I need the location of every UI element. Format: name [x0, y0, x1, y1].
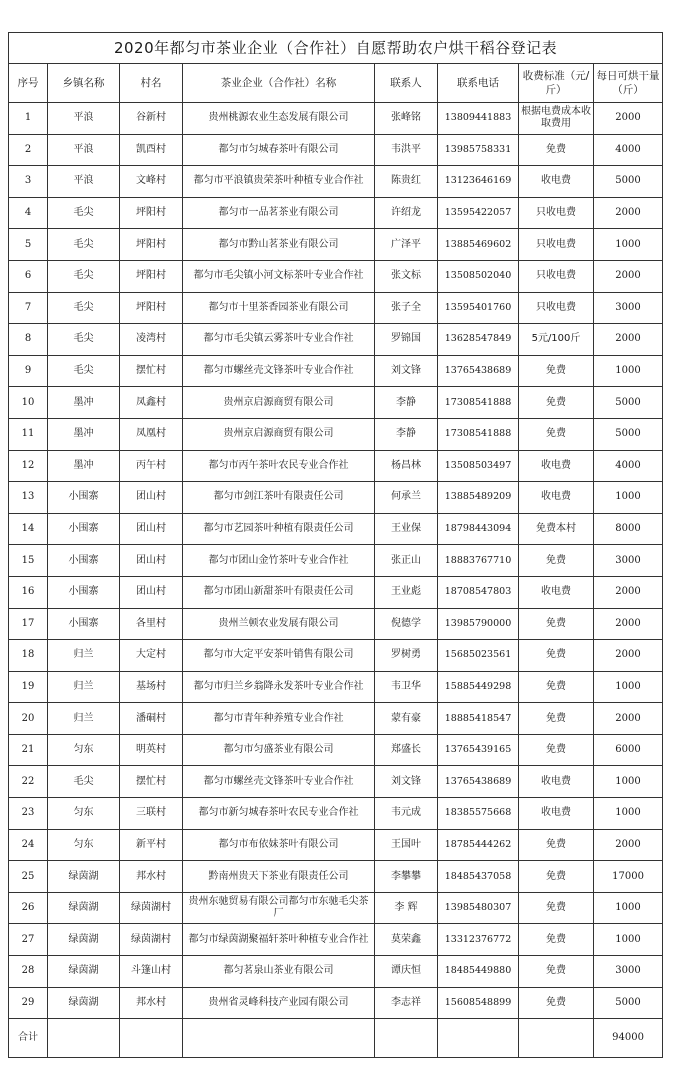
cell-contact: 王业彪 — [375, 576, 438, 608]
cell-township: 毛尖 — [48, 292, 120, 324]
table-row — [9, 576, 663, 608]
table-row — [9, 861, 663, 893]
cell-village: 各里村 — [120, 608, 183, 640]
cell-company: 都匀市艺园茶叶种植有限责任公司 — [183, 513, 375, 545]
cell-contact: 李 辉 — [375, 892, 438, 924]
cell-company: 贵州京启源商贸有限公司 — [183, 387, 375, 419]
cell-township: 归兰 — [48, 671, 120, 703]
cell-village: 摆忙村 — [120, 355, 183, 387]
cell-fee: 收电费 — [519, 766, 594, 798]
cell-township: 小围寨 — [48, 545, 120, 577]
cell-seq: 17 — [9, 608, 48, 640]
cell-village: 坪阳村 — [120, 197, 183, 229]
table-row — [9, 229, 663, 261]
cell-seq: 13 — [9, 482, 48, 514]
cell-capacity: 17000 — [594, 861, 663, 893]
total-empty-cell — [519, 1019, 594, 1058]
cell-seq: 16 — [9, 576, 48, 608]
cell-capacity: 4000 — [594, 134, 663, 166]
cell-company: 都匀市归兰乡翁降永发茶叶专业合作社 — [183, 671, 375, 703]
cell-phone: 13508503497 — [438, 450, 519, 482]
total-empty-cell — [120, 1019, 183, 1058]
cell-capacity: 3000 — [594, 545, 663, 577]
cell-phone: 18485437058 — [438, 861, 519, 893]
cell-fee: 免费 — [519, 608, 594, 640]
table-row — [9, 513, 663, 545]
cell-village: 丙午村 — [120, 450, 183, 482]
cell-contact: 刘文锋 — [375, 766, 438, 798]
cell-capacity: 2000 — [594, 103, 663, 135]
cell-seq: 7 — [9, 292, 48, 324]
cell-township: 归兰 — [48, 640, 120, 672]
header-contact: 联系人 — [375, 64, 438, 103]
cell-phone: 13595401760 — [438, 292, 519, 324]
cell-capacity: 2000 — [594, 829, 663, 861]
cell-village: 大定村 — [120, 640, 183, 672]
cell-seq: 20 — [9, 703, 48, 735]
cell-seq: 19 — [9, 671, 48, 703]
cell-company: 贵州省灵峰科技产业园有限公司 — [183, 987, 375, 1019]
table-row — [9, 482, 663, 514]
cell-company: 都匀市大定平安茶叶销售有限公司 — [183, 640, 375, 672]
cell-capacity: 1000 — [594, 924, 663, 956]
cell-phone: 17308541888 — [438, 418, 519, 450]
cell-capacity: 2000 — [594, 260, 663, 292]
cell-township: 平浪 — [48, 134, 120, 166]
cell-phone: 13809441883 — [438, 103, 519, 135]
cell-contact: 李静 — [375, 387, 438, 419]
cell-fee: 免费 — [519, 956, 594, 988]
cell-contact: 刘文锋 — [375, 355, 438, 387]
total-value: 94000 — [594, 1019, 663, 1058]
cell-contact: 张正山 — [375, 545, 438, 577]
cell-village: 绿茵湖村 — [120, 924, 183, 956]
cell-phone: 18485449880 — [438, 956, 519, 988]
cell-contact: 许绍龙 — [375, 197, 438, 229]
cell-township: 归兰 — [48, 703, 120, 735]
cell-capacity: 1000 — [594, 798, 663, 830]
cell-seq: 2 — [9, 134, 48, 166]
cell-fee: 免费 — [519, 861, 594, 893]
cell-village: 摆忙村 — [120, 766, 183, 798]
cell-fee: 只收电费 — [519, 197, 594, 229]
table-row — [9, 956, 663, 988]
cell-fee: 免费 — [519, 987, 594, 1019]
title-row — [9, 33, 663, 64]
table-row — [9, 103, 663, 135]
cell-fee: 免费 — [519, 355, 594, 387]
cell-fee: 收电费 — [519, 166, 594, 198]
cell-capacity: 1000 — [594, 671, 663, 703]
cell-phone: 13985758331 — [438, 134, 519, 166]
cell-seq: 22 — [9, 766, 48, 798]
cell-township: 墨冲 — [48, 387, 120, 419]
cell-township: 毛尖 — [48, 324, 120, 356]
cell-village: 明英村 — [120, 734, 183, 766]
cell-phone: 13123646169 — [438, 166, 519, 198]
cell-phone: 13628547849 — [438, 324, 519, 356]
cell-company: 贵州东驰贸易有限公司都匀市东驰毛尖茶厂 — [183, 892, 375, 924]
cell-township: 小围寨 — [48, 608, 120, 640]
header-company: 茶业企业（合作社）名称 — [183, 64, 375, 103]
cell-village: 坪阳村 — [120, 229, 183, 261]
cell-capacity: 2000 — [594, 576, 663, 608]
cell-capacity: 5000 — [594, 166, 663, 198]
total-row — [9, 1019, 663, 1058]
cell-phone: 18798443094 — [438, 513, 519, 545]
cell-capacity: 4000 — [594, 450, 663, 482]
cell-phone: 13885489209 — [438, 482, 519, 514]
cell-phone: 18708547803 — [438, 576, 519, 608]
cell-contact: 张峰铭 — [375, 103, 438, 135]
cell-township: 平浪 — [48, 166, 120, 198]
cell-township: 匀东 — [48, 798, 120, 830]
cell-seq: 9 — [9, 355, 48, 387]
cell-village: 绿茵湖村 — [120, 892, 183, 924]
cell-company: 都匀市黔山茗茶业有限公司 — [183, 229, 375, 261]
table-row — [9, 703, 663, 735]
table-row — [9, 166, 663, 198]
cell-company: 都匀市剑江茶叶有限责任公司 — [183, 482, 375, 514]
cell-company: 都匀市平浪镇贵荣茶叶种植专业合作社 — [183, 166, 375, 198]
total-empty-cell — [375, 1019, 438, 1058]
header-fee: 收费标准（元/斤） — [519, 64, 594, 103]
cell-township: 绿茵湖 — [48, 987, 120, 1019]
cell-seq: 25 — [9, 861, 48, 893]
cell-company: 都匀市丙午茶叶农民专业合作社 — [183, 450, 375, 482]
cell-capacity: 2000 — [594, 703, 663, 735]
cell-seq: 26 — [9, 892, 48, 924]
cell-village: 团山村 — [120, 576, 183, 608]
cell-capacity: 1000 — [594, 766, 663, 798]
cell-company: 都匀市匀城春茶叶有限公司 — [183, 134, 375, 166]
cell-contact: 罗锦国 — [375, 324, 438, 356]
cell-township: 墨冲 — [48, 418, 120, 450]
registration-table — [8, 32, 663, 1058]
table-row — [9, 450, 663, 482]
cell-company: 黔南州贵天下茶业有限责任公司 — [183, 861, 375, 893]
cell-fee: 5元/100斤 — [519, 324, 594, 356]
cell-seq: 3 — [9, 166, 48, 198]
cell-company: 都匀市十里茶香园茶业有限公司 — [183, 292, 375, 324]
cell-phone: 13985790000 — [438, 608, 519, 640]
table-row — [9, 798, 663, 830]
cell-contact: 杨昌林 — [375, 450, 438, 482]
cell-capacity: 2000 — [594, 324, 663, 356]
table-row — [9, 892, 663, 924]
cell-contact: 倪德学 — [375, 608, 438, 640]
cell-township: 匀东 — [48, 734, 120, 766]
cell-phone: 17308541888 — [438, 387, 519, 419]
table-row — [9, 987, 663, 1019]
cell-village: 团山村 — [120, 545, 183, 577]
cell-township: 毛尖 — [48, 766, 120, 798]
cell-seq: 4 — [9, 197, 48, 229]
cell-phone: 18785444262 — [438, 829, 519, 861]
cell-seq: 18 — [9, 640, 48, 672]
cell-seq: 15 — [9, 545, 48, 577]
cell-village: 凯酉村 — [120, 134, 183, 166]
cell-seq: 24 — [9, 829, 48, 861]
cell-capacity: 5000 — [594, 387, 663, 419]
cell-capacity: 5000 — [594, 418, 663, 450]
cell-seq: 11 — [9, 418, 48, 450]
cell-company: 都匀市匀盛茶业有限公司 — [183, 734, 375, 766]
cell-seq: 27 — [9, 924, 48, 956]
cell-village: 谷新村 — [120, 103, 183, 135]
cell-fee: 免费本村 — [519, 513, 594, 545]
cell-company: 都匀市螺丝壳文锋茶叶专业合作社 — [183, 355, 375, 387]
cell-fee: 免费 — [519, 734, 594, 766]
cell-township: 绿茵湖 — [48, 956, 120, 988]
cell-phone: 18885418547 — [438, 703, 519, 735]
table-row — [9, 418, 663, 450]
cell-contact: 谭庆恒 — [375, 956, 438, 988]
table-row — [9, 924, 663, 956]
cell-company: 都匀市螺丝壳文锋茶叶专业合作社 — [183, 766, 375, 798]
table-row — [9, 640, 663, 672]
cell-fee: 免费 — [519, 134, 594, 166]
cell-contact: 李志祥 — [375, 987, 438, 1019]
table-row — [9, 671, 663, 703]
cell-fee: 免费 — [519, 640, 594, 672]
cell-seq: 12 — [9, 450, 48, 482]
cell-seq: 10 — [9, 387, 48, 419]
cell-seq: 23 — [9, 798, 48, 830]
cell-phone: 13765438689 — [438, 766, 519, 798]
cell-township: 小围寨 — [48, 482, 120, 514]
table-row — [9, 766, 663, 798]
cell-contact: 韦卫华 — [375, 671, 438, 703]
cell-fee: 只收电费 — [519, 260, 594, 292]
cell-contact: 张子全 — [375, 292, 438, 324]
cell-contact: 何承兰 — [375, 482, 438, 514]
cell-contact: 韦洪平 — [375, 134, 438, 166]
cell-village: 团山村 — [120, 482, 183, 514]
cell-fee: 免费 — [519, 545, 594, 577]
cell-village: 凌湾村 — [120, 324, 183, 356]
table-row — [9, 608, 663, 640]
cell-contact: 王业保 — [375, 513, 438, 545]
cell-fee: 根据电费成本收取费用 — [519, 103, 594, 135]
total-label: 合计 — [9, 1019, 48, 1058]
cell-village: 邦水村 — [120, 861, 183, 893]
cell-contact: 莫荣鑫 — [375, 924, 438, 956]
cell-company: 都匀市新匀城春茶叶农民专业合作社 — [183, 798, 375, 830]
cell-contact: 广泽平 — [375, 229, 438, 261]
cell-company: 都匀市青年种养殖专业合作社 — [183, 703, 375, 735]
cell-phone: 13595422057 — [438, 197, 519, 229]
cell-township: 毛尖 — [48, 355, 120, 387]
table-title: 2020年都匀市茶业企业（合作社）自愿帮助农户烘干稻谷登记表 — [9, 33, 663, 64]
cell-township: 毛尖 — [48, 229, 120, 261]
cell-seq: 5 — [9, 229, 48, 261]
cell-township: 墨冲 — [48, 450, 120, 482]
table-row — [9, 829, 663, 861]
cell-company: 都匀市团山新甜茶叶有限责任公司 — [183, 576, 375, 608]
cell-company: 都匀市团山金竹茶叶专业合作社 — [183, 545, 375, 577]
cell-capacity: 8000 — [594, 513, 663, 545]
table-row — [9, 355, 663, 387]
cell-fee: 免费 — [519, 387, 594, 419]
cell-capacity: 1000 — [594, 892, 663, 924]
cell-contact: 郑盛长 — [375, 734, 438, 766]
cell-village: 文峰村 — [120, 166, 183, 198]
cell-phone: 15608548899 — [438, 987, 519, 1019]
cell-fee: 免费 — [519, 703, 594, 735]
table-row — [9, 292, 663, 324]
cell-township: 毛尖 — [48, 260, 120, 292]
total-empty-cell — [438, 1019, 519, 1058]
cell-fee: 免费 — [519, 829, 594, 861]
cell-capacity: 1000 — [594, 229, 663, 261]
cell-phone: 13765439165 — [438, 734, 519, 766]
table-row — [9, 387, 663, 419]
cell-seq: 29 — [9, 987, 48, 1019]
cell-village: 邦水村 — [120, 987, 183, 1019]
cell-contact: 蒙有豪 — [375, 703, 438, 735]
cell-contact: 李攀攀 — [375, 861, 438, 893]
header-capacity: 每日可烘干量（斤） — [594, 64, 663, 103]
cell-seq: 21 — [9, 734, 48, 766]
cell-capacity: 3000 — [594, 292, 663, 324]
cell-fee: 收电费 — [519, 798, 594, 830]
cell-village: 新平村 — [120, 829, 183, 861]
cell-company: 都匀市毛尖镇云雾茶叶专业合作社 — [183, 324, 375, 356]
cell-fee: 只收电费 — [519, 229, 594, 261]
cell-capacity: 6000 — [594, 734, 663, 766]
table-row — [9, 134, 663, 166]
cell-phone: 13312376772 — [438, 924, 519, 956]
cell-township: 小围寨 — [48, 513, 120, 545]
cell-capacity: 1000 — [594, 355, 663, 387]
total-empty-cell — [183, 1019, 375, 1058]
cell-township: 匀东 — [48, 829, 120, 861]
cell-village: 斗篷山村 — [120, 956, 183, 988]
cell-company: 贵州桃源农业生态发展有限公司 — [183, 103, 375, 135]
cell-village: 凤鑫村 — [120, 387, 183, 419]
header-row — [9, 64, 663, 103]
cell-company: 都匀茗泉山茶业有限公司 — [183, 956, 375, 988]
cell-capacity: 5000 — [594, 987, 663, 1019]
cell-company: 都匀市绿茵湖聚福轩茶叶种植专业合作社 — [183, 924, 375, 956]
cell-phone: 13765438689 — [438, 355, 519, 387]
cell-capacity: 1000 — [594, 482, 663, 514]
cell-fee: 免费 — [519, 892, 594, 924]
cell-company: 都匀市毛尖镇小河文标茶叶专业合作社 — [183, 260, 375, 292]
cell-capacity: 3000 — [594, 956, 663, 988]
cell-township: 毛尖 — [48, 197, 120, 229]
cell-village: 团山村 — [120, 513, 183, 545]
cell-phone: 18883767710 — [438, 545, 519, 577]
cell-phone: 15885449298 — [438, 671, 519, 703]
cell-fee: 免费 — [519, 924, 594, 956]
cell-fee: 免费 — [519, 671, 594, 703]
cell-fee: 免费 — [519, 418, 594, 450]
cell-village: 坪阳村 — [120, 292, 183, 324]
cell-phone: 13508502040 — [438, 260, 519, 292]
cell-capacity: 2000 — [594, 608, 663, 640]
cell-capacity: 2000 — [594, 197, 663, 229]
cell-company: 贵州兰顿农业发展有限公司 — [183, 608, 375, 640]
cell-contact: 韦元成 — [375, 798, 438, 830]
cell-company: 都匀市一品茗茶业有限公司 — [183, 197, 375, 229]
cell-contact: 李静 — [375, 418, 438, 450]
cell-fee: 只收电费 — [519, 292, 594, 324]
cell-capacity: 2000 — [594, 640, 663, 672]
cell-seq: 28 — [9, 956, 48, 988]
table-row — [9, 734, 663, 766]
total-empty-cell — [48, 1019, 120, 1058]
cell-company: 贵州京启源商贸有限公司 — [183, 418, 375, 450]
cell-seq: 1 — [9, 103, 48, 135]
cell-township: 绿茵湖 — [48, 861, 120, 893]
cell-contact: 王国叶 — [375, 829, 438, 861]
cell-village: 基场村 — [120, 671, 183, 703]
cell-contact: 陈贵红 — [375, 166, 438, 198]
cell-phone: 18385575668 — [438, 798, 519, 830]
table-row — [9, 260, 663, 292]
cell-township: 绿茵湖 — [48, 892, 120, 924]
header-seq: 序号 — [9, 64, 48, 103]
cell-seq: 6 — [9, 260, 48, 292]
cell-fee: 收电费 — [519, 482, 594, 514]
cell-fee: 收电费 — [519, 450, 594, 482]
registration-sheet — [8, 32, 662, 1058]
cell-village: 三联村 — [120, 798, 183, 830]
cell-fee: 收电费 — [519, 576, 594, 608]
cell-contact: 张文标 — [375, 260, 438, 292]
cell-phone: 13985480307 — [438, 892, 519, 924]
header-phone: 联系电话 — [438, 64, 519, 103]
cell-township: 平浪 — [48, 103, 120, 135]
header-village: 村名 — [120, 64, 183, 103]
table-row — [9, 545, 663, 577]
cell-village: 凤凰村 — [120, 418, 183, 450]
table-row — [9, 197, 663, 229]
header-township: 乡镇名称 — [48, 64, 120, 103]
cell-seq: 14 — [9, 513, 48, 545]
cell-village: 坪阳村 — [120, 260, 183, 292]
cell-village: 潘硐村 — [120, 703, 183, 735]
cell-phone: 13885469602 — [438, 229, 519, 261]
cell-seq: 8 — [9, 324, 48, 356]
cell-township: 小围寨 — [48, 576, 120, 608]
table-row — [9, 324, 663, 356]
cell-contact: 罗树勇 — [375, 640, 438, 672]
cell-township: 绿茵湖 — [48, 924, 120, 956]
cell-company: 都匀市布依妹茶叶有限公司 — [183, 829, 375, 861]
cell-phone: 15685023561 — [438, 640, 519, 672]
